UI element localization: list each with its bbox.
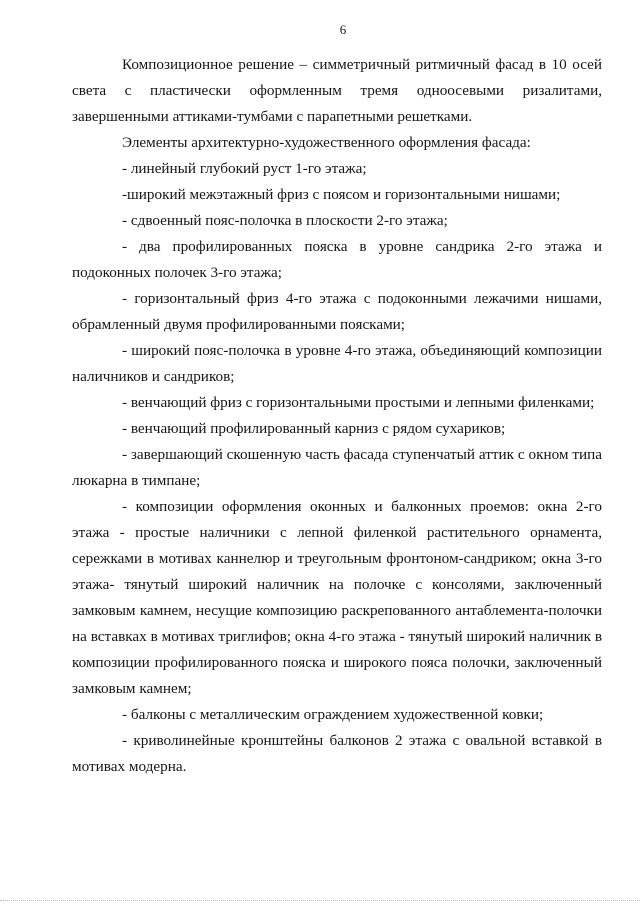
list-item-balconies: - балконы с металлическим ограждением художественной ковки; xyxy=(122,706,544,723)
list-item-cornice: - венчающий профилированный карниз с рядом сухариков; xyxy=(122,420,506,437)
list-item-attic: - завершающий скошенную часть фасада ступенчатый аттик с окном типа люкарна в тимпане; xyxy=(72,446,602,489)
paragraph-elements-heading: Элементы архитектурно-художественного оформления фасада: xyxy=(122,134,531,151)
list-item-brackets: - криволинейные кронштейны балконов 2 этажа с овальной вставкой в мотивах модерна. xyxy=(72,732,602,775)
paragraph-composition: Композиционное решение – симметричный ритмичный фасад в 10 осей света с пластически оформленным тремя одноосевыми ризалитами, завершенными аттиками-тумбами с парапетными решетками. xyxy=(72,56,602,125)
list-item-window-compositions: - композиции оформления оконных и балконных проемов: окна 2-го этажа - простые наличники с лепной филенкой растительного орнамента, сережками в мотивах каннелюр и треугольным фронтоном-сандриком; окна 3-го этажа- тянутый широкий наличник на полочке с консолями, заключенный замковым камнем, несущие композицию раскрепованного антаблемента-полочки на вставках в мотивах триглифов; окна 4-го этажа - тянутый широкий наличник в композиции профилированного пояска и широкого пояса полочки, заключенный замковым камнем; xyxy=(72,498,602,697)
list-item-profiled-belts: - два профилированных пояска в уровне сандрика 2-го этажа и подоконных полочек 3-го этажа; xyxy=(72,238,602,281)
list-item-belt-shelf: - сдвоенный пояс-полочка в плоскости 2-го этажа; xyxy=(122,212,448,229)
bottom-divider xyxy=(0,900,640,901)
list-item-crowning-frieze: - венчающий фриз с горизонтальными простыми и лепными филенками; xyxy=(122,394,595,411)
list-item-wide-belt: - широкий пояс-полочка в уровне 4-го этажа, объединяющий композиции наличников и сандриков; xyxy=(72,342,602,385)
list-item-frieze: -широкий межэтажный фриз с поясом и горизонтальными нишами; xyxy=(122,186,561,203)
list-item-rust: - линейный глубокий руст 1-го этажа; xyxy=(122,160,367,177)
page-number: 6 xyxy=(339,22,347,37)
document-body xyxy=(72,52,602,780)
list-item-horizontal-frieze: - горизонтальный фриз 4-го этажа с подоконными лежачими нишами, обрамленный двумя профилированными поясками; xyxy=(72,290,602,333)
